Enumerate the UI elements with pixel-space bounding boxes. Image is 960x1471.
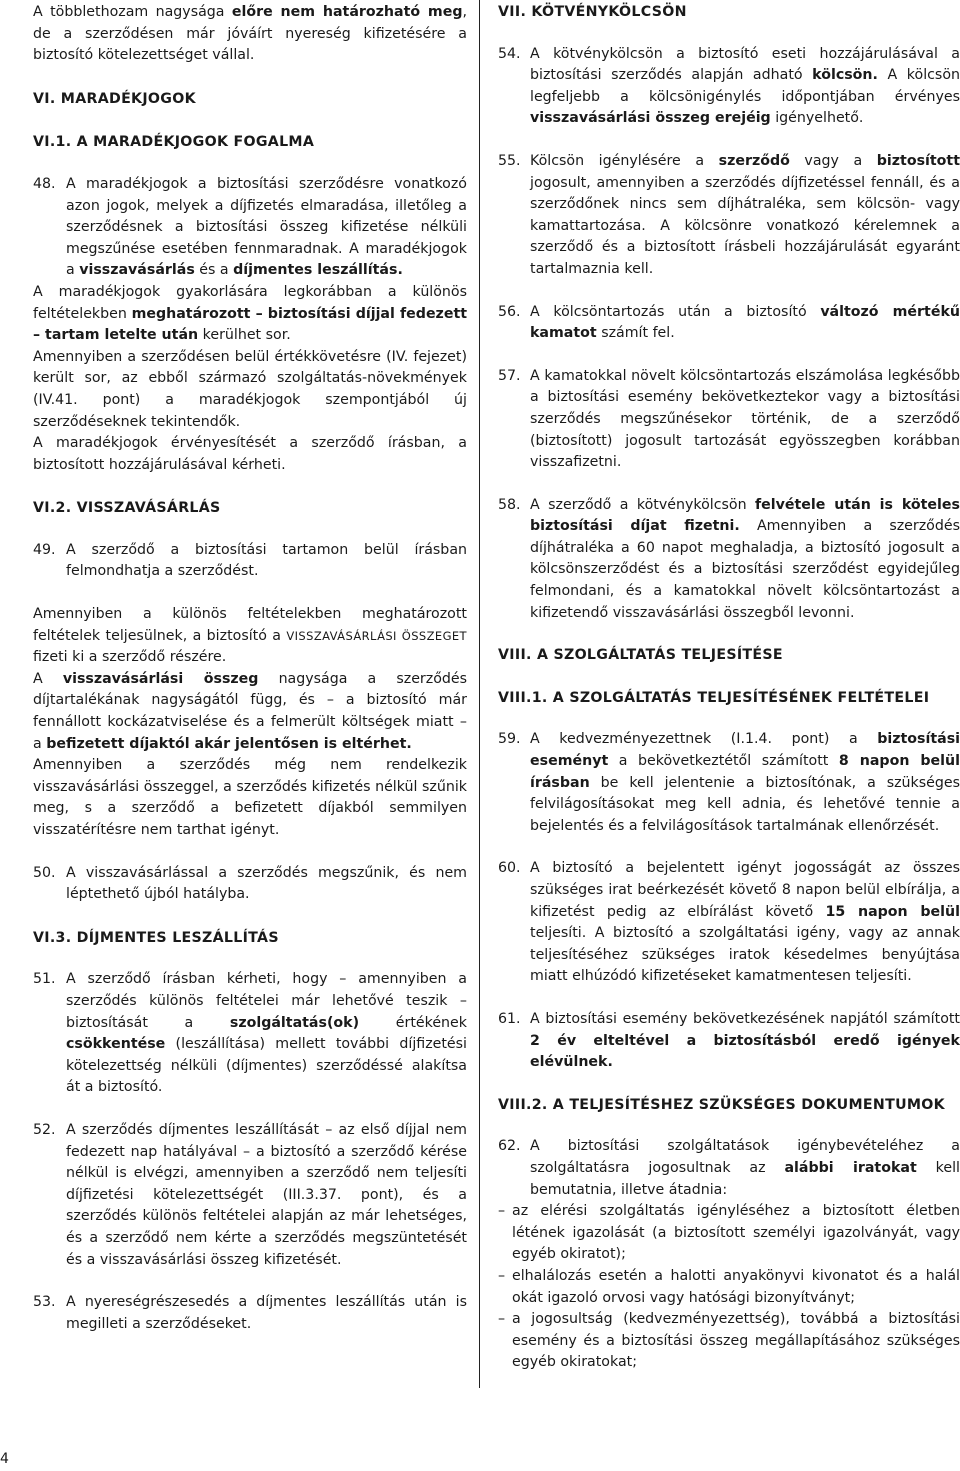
item-51 xyxy=(33,969,467,1099)
paragraph xyxy=(33,433,467,476)
text-run: Amennyiben a szerződés díjhátraléka a 60 napot meghaladja, a biztosító jogosult a kölcsönszerződést és a biztosítási szerződést egyidejűleg felmondani, és a kamatokkal növelt kölcsöntartozást a kifizetendő visszavásárlási összegből levonni. xyxy=(530,518,960,621)
text-run: A szerződés díjmentes leszállítását – az első díjjal nem fedezett nap hatályával – a biztosító a szerződő kérése nélkül is elvégzi, amennyiben a szerződő nem teljesíti díjfizetési kötelezettségét (III.3.37. pont), és a szerződés különös feltételei alapján az már lehetséges, és a szerződő nem kérte a szerződés megszüntetését és a visszavásárlási összeg kifizetését. xyxy=(66,1121,467,1268)
item-54 xyxy=(498,44,960,130)
paragraph xyxy=(66,969,467,1099)
bold-run: 2 év elteltével a biztosításból eredő igények elévülnek. xyxy=(530,1032,960,1071)
item-52 xyxy=(33,1120,467,1271)
bold-run: kölcsön. xyxy=(812,67,878,84)
paragraph xyxy=(530,729,960,837)
text-run: A maradékjogok érvényesítését a szerződő írásban, a biztosított hozzájárulásával kérheti. xyxy=(33,435,467,473)
section-heading-vi-3: VI.3. DÍJMENTES LESZÁLLÍTÁS xyxy=(33,929,279,946)
text-run: kerülhet sor. xyxy=(198,327,291,344)
dash-marker: – xyxy=(498,1311,506,1328)
bold-run: visszavásárlási összeg erejéig xyxy=(530,110,771,127)
item-49 xyxy=(33,540,467,583)
item-number: 61. xyxy=(498,1010,521,1027)
text-run: A maradékjogok gyakorlására legkorábban a különös feltételekben xyxy=(33,283,467,322)
bold-run: díjmentes leszállítás. xyxy=(233,262,403,279)
item-number: 59. xyxy=(498,731,521,748)
text-run: A kamatokkal növelt kölcsöntartozás elszámolása legkésőbb a biztosítási esemény bekövetkeztekor vagy a biztosítási szerződés megszűnésekor történik, de a szerződő (biztosított) jogosult tartozását egyösszegben korábban visszafizetni. xyxy=(530,367,960,471)
text-run: A nyereségrészesedés a díjmentes leszállítás után is megilleti a szerződéseket. xyxy=(66,1294,467,1332)
text-run: nagysága a szerződés díjtartalékának nagyságától függ, és – a biztosító már fennállott kockázatviselése és a felmerült költségek miatt – a xyxy=(33,670,468,752)
text-run: Amennyiben a szerződésen belül értékkövetésre (IV. fejezet) került sor, az ebből származó szolgáltatás-növekmények (IV.41. pont) a maradékjogok szempontjából új szerződéseknek tekintendők. xyxy=(33,348,467,430)
paragraph xyxy=(66,174,467,282)
column-divider xyxy=(479,0,480,1388)
text-run: értékének xyxy=(359,1014,467,1031)
bold-run: 15 napon belül xyxy=(825,903,960,920)
text-run: kell bemutatnia, illetve átadnia: xyxy=(530,1159,960,1198)
item-57 xyxy=(498,366,960,474)
text-run: jogosult, amennyiben a szerződés díjfizetéssel fennáll, és a szerződőnek nincs sem díjhátraléka, sem kölcsön- vagy kamattartozása. A kölcsönre vonatkozó kérelemnek a szerződő és a biztosított írásbeli hozzájárulását egyaránt tartalmaznia kell. xyxy=(530,174,960,277)
item-48 xyxy=(33,174,467,282)
dash-marker: – xyxy=(498,1203,506,1220)
page-number: 4 xyxy=(0,1451,9,1467)
item-56 xyxy=(498,302,960,345)
text-run: fizeti ki a szerződő részére. xyxy=(33,649,227,666)
text-run: A biztosítási esemény bekövetkezésének napjától számított xyxy=(530,1010,960,1027)
paragraph xyxy=(530,858,960,988)
paragraph xyxy=(33,282,467,347)
bold-run: alábbi iratokat xyxy=(784,1159,917,1176)
item-50 xyxy=(33,863,467,906)
text-run: Kölcsön igénylésére a xyxy=(530,152,719,169)
bold-run: szolgáltatás(ok) xyxy=(229,1014,360,1031)
paragraph xyxy=(33,755,467,841)
section-heading-vi: VI. MARADÉKJOGOK xyxy=(33,90,196,107)
text-run: (leszállítása) mellett további díjfizetési kötelezettség nélküli (díjmentes) szerződéssé alakítsa át a biztosító. xyxy=(66,1036,467,1096)
text-run: vagy a xyxy=(789,152,877,169)
bold-run: előre nem határozható meg xyxy=(231,4,463,20)
section-heading-vii: VII. KÖTVÉNYKÖLCSÖN xyxy=(498,4,687,20)
section-heading-viii-2: VIII.2. A TELJESÍTÉSHEZ SZÜKSÉGES DOKUMENTUMOK xyxy=(498,1096,945,1113)
bold-run: csökkentése xyxy=(66,1036,166,1053)
paragraph xyxy=(530,151,960,281)
list-item xyxy=(498,1201,960,1266)
bold-run: visszavásárlási összeg xyxy=(62,670,259,687)
right-column xyxy=(498,0,960,1374)
text-run: A biztosító a bejelentett igényt jogosságát az összes szükséges irat beérkezését követő 8 napon belül elbírálja, a kifizetést pedig az elbírálást követő xyxy=(530,860,960,920)
section-heading-vi-2: VI.2. VISSZAVÁSÁRLÁS xyxy=(33,500,221,517)
item-55 xyxy=(498,151,960,281)
item-58 xyxy=(498,495,960,625)
bold-run: biztosítási eseményt xyxy=(530,731,960,770)
bold-run: felvétele után is köteles biztosítási díjat fizetni. xyxy=(530,496,960,535)
text-run: A visszavásárlással a szerződés megszűnik, és nem léptethető újból hatályba. xyxy=(66,864,467,903)
item-number: 58. xyxy=(498,496,521,513)
small-caps-run: VISSZAVÁSÁRLÁSI ÖSSZEGET xyxy=(286,628,467,643)
text-run: és a xyxy=(194,262,234,279)
bold-run: meghatározott – biztosítási díjjal fedezett – tartam letelte után xyxy=(33,305,468,344)
bold-run: változó mértékű kamatot xyxy=(530,303,960,342)
item-number: 53. xyxy=(33,1294,56,1311)
intro-paragraph xyxy=(33,2,467,67)
bold-run: szerződő xyxy=(718,152,790,169)
text-run: a bekövetkeztétől számított xyxy=(608,753,839,770)
item-62 xyxy=(498,1136,960,1201)
list-item-text: az elérési szolgáltatás igényléséhez a biztosított életben létének igazolását (a biztosított személyi igazolványát, vagy egyéb okiratot); xyxy=(512,1203,960,1263)
list-item-text: a jogosultság (kedvezményezettség), továbbá a biztosítási esemény és a biztosítási összeg megállapításához szükséges egyéb okiratokat; xyxy=(512,1311,960,1371)
item-60 xyxy=(498,858,960,988)
paragraph xyxy=(530,44,960,130)
dash-marker: – xyxy=(498,1267,506,1284)
left-column xyxy=(33,0,467,1335)
bold-run: 8 napon belül írásban xyxy=(530,753,960,791)
item-number: 51. xyxy=(33,971,56,988)
paragraph xyxy=(530,302,960,345)
bold-run: befizetett díjaktól akár jelentősen is eltérhet. xyxy=(46,735,412,752)
text-run: A többlethozam nagysága xyxy=(33,4,232,20)
text-run: A kedvezményezettnek (I.1.4. pont) a xyxy=(530,731,878,748)
paragraph xyxy=(530,495,960,625)
document-list xyxy=(498,1201,960,1374)
item-61 xyxy=(498,1009,960,1074)
item-number: 49. xyxy=(33,541,56,558)
text-run: Amennyiben a szerződés még nem rendelkezik visszavásárlási összeggel, a szerződés kifizetés nélkül szűnik meg, s a szerződő a befizetett díjakból semmilyen visszatérítésre nem tarthat igényt. xyxy=(33,757,467,838)
bold-run: biztosított xyxy=(876,152,960,169)
item-number: 52. xyxy=(33,1121,56,1138)
text-run: A kölcsön legfeljebb a kölcsönigénylés időpontjában érvényes xyxy=(530,67,960,105)
text-run: A kötvénykölcsön a biztosító eseti hozzájárulásával a biztosítási szerződés alapján adható xyxy=(530,45,960,84)
paragraph xyxy=(66,1292,467,1335)
section-heading-vi-1: VI.1. A MARADÉKJOGOK FOGALMA xyxy=(33,134,315,151)
text-run: , de a szerződésen már jóváírt nyereség kifizetésére a biztosító kötelezettséget vállal. xyxy=(33,4,467,64)
paragraph xyxy=(530,366,960,474)
text-run: A xyxy=(33,670,63,687)
paragraph xyxy=(530,1009,960,1074)
text-run: A szerződő írásban kérheti, hogy – amennyiben a szerződés különös feltételei már lehetővé teszik – biztosítását a xyxy=(66,971,467,1031)
text-run: A biztosítási szolgáltatások igénybevételéhez a szolgáltatásra jogosultnak az xyxy=(530,1138,960,1176)
text-run: Amennyiben a különös feltételekben meghatározott feltételek teljesülnek, a biztosító a xyxy=(33,606,467,644)
text-run: teljesíti. A biztosító a szolgáltatási igény, vagy az annak teljesítéséhez szükséges iratok késedelmes benyújtása miatt elhúzódó kifizetéseket kamatmentesen teljesíti. xyxy=(530,925,960,985)
item-number: 50. xyxy=(33,864,56,881)
item-53 xyxy=(33,1292,467,1335)
paragraph xyxy=(33,347,467,433)
item-number: 62. xyxy=(498,1138,521,1155)
paragraph xyxy=(66,1120,467,1271)
item-number: 48. xyxy=(33,175,56,192)
text-run: be kell jelentenie a biztosítónak, a szükséges felvilágosításokat meg kell adnia, és lehetővé tennie a bejelentés és a felvilágosítások tartalmának ellenőrzését. xyxy=(530,774,960,834)
text-run: A kölcsöntartozás után a biztosító xyxy=(530,303,821,320)
paragraph xyxy=(66,540,467,583)
list-item xyxy=(498,1266,960,1309)
item-number: 54. xyxy=(498,45,521,62)
section-heading-viii-1: VIII.1. A SZOLGÁLTATÁS TELJESÍTÉSÉNEK FELTÉTELEI xyxy=(498,689,930,706)
paragraph xyxy=(66,863,467,906)
paragraph xyxy=(530,1136,960,1201)
item-number: 57. xyxy=(498,367,521,384)
paragraph xyxy=(33,604,467,669)
text-run: A maradékjogok a biztosítási szerződésre vonatkozó azon jogok, melyek a díjfizetés elmaradása, illetőleg a szerződésnek a biztosítási összeg kifizetése nélküli megszűnése esetében fennmaradnak. A maradékjogok a xyxy=(66,175,467,279)
bold-run: visszavásárlás xyxy=(79,262,195,279)
item-number: 56. xyxy=(498,303,521,320)
text-run: számít fel. xyxy=(596,325,675,342)
item-number: 60. xyxy=(498,860,521,877)
paragraph xyxy=(33,669,467,755)
item-number: 55. xyxy=(498,152,521,169)
item-59 xyxy=(498,729,960,837)
list-item xyxy=(498,1309,960,1374)
text-run: A szerződő a kötvénykölcsön xyxy=(530,496,755,513)
text-run: A szerződő a biztosítási tartamon belül írásban felmondhatja a szerződést. xyxy=(66,541,467,580)
text-run: igényelhető. xyxy=(770,110,864,127)
list-item-text: elhalálozás esetén a halotti anyakönyvi kivonatot és a halál okát igazoló orvosi vagy hatósági bizonyítványt; xyxy=(512,1267,960,1306)
section-heading-viii: VIII. A SZOLGÁLTATÁS TELJESÍTÉSE xyxy=(498,647,783,664)
